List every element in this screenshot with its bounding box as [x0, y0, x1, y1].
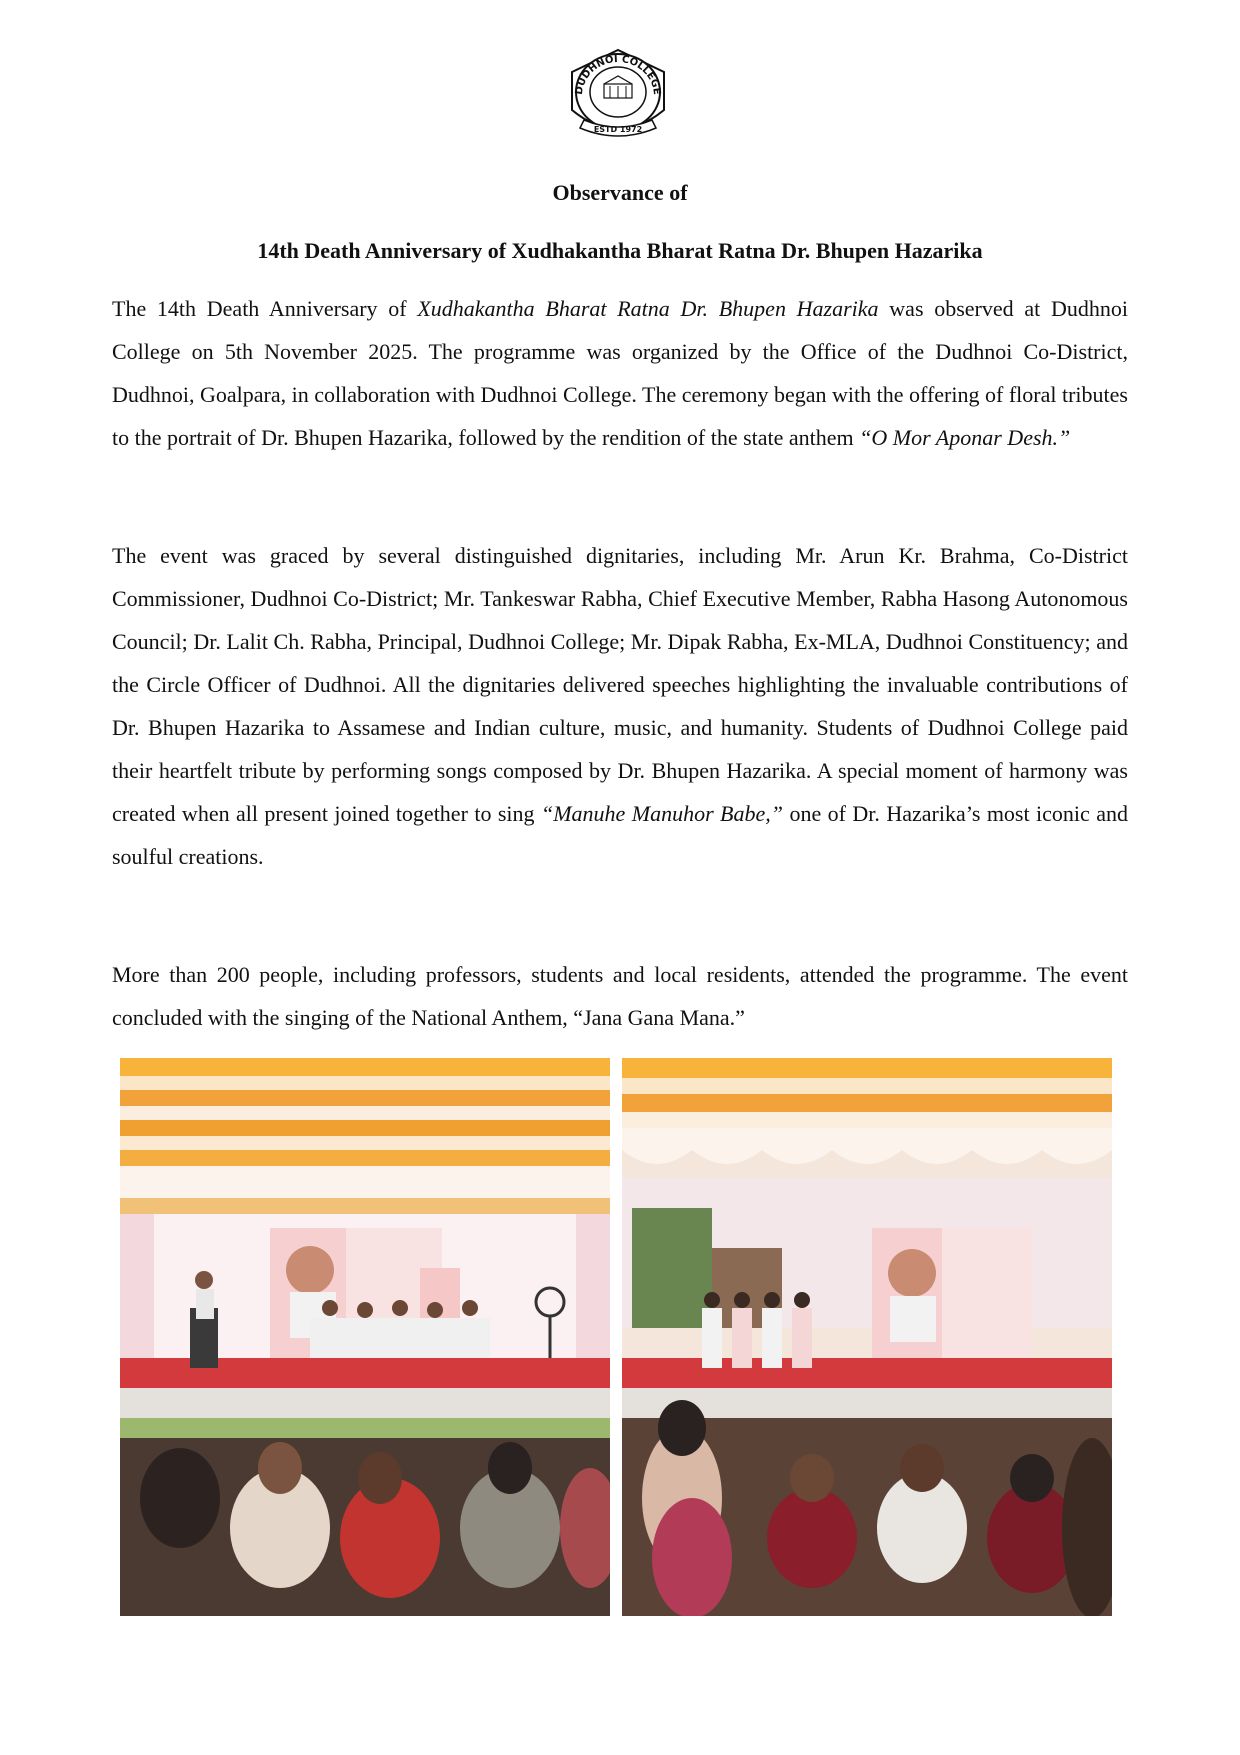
photo-speaker-image [120, 1058, 610, 1616]
event-photo-performance [622, 1058, 1112, 1616]
photo-performance-image [622, 1058, 1112, 1616]
heading-line-1: Observance of [552, 180, 688, 205]
logo-ring-text: DUDHNOI COLLEGE [573, 53, 663, 96]
p2-text-1: The event was graced by several distinguished dignitaries, including Mr. Arun Kr. Brahma, Co-District Commissioner, Dudhnoi Co-District; Mr. Tankeswar Rabha, Chief Executive Member, Rabha Hasong Autonomous Council; Dr. Lalit Ch. Rabha, Principal, Dudhnoi College; Mr. Dipak Rabha, Ex-MLA, Dudhnoi Constituency; and the Circle Officer of Dudhnoi. All the dignitaries delivered speeches highlighting the invaluable contributions of Dr. Bhupen Hazarika to Assamese and Indian culture, music, and humanity. Students of Dudhnoi College paid their heartfelt tribute by performing songs composed by Dr. Bhupen Hazarika. A special moment of harmony was created when all present joined together to sing [112, 543, 1128, 826]
p2-italic-1: “Manuhe Manuhor Babe,” [540, 801, 784, 826]
paragraph-1 [112, 287, 1128, 459]
event-photo-speaker [120, 1058, 610, 1616]
college-emblem-icon [560, 44, 676, 148]
paragraph-3 [112, 953, 1128, 1039]
p3-text-1: More than 200 people, including professors, students and local residents, attended the programme. The event concluded with the singing of the National Anthem, “Jana Gana Mana.” [112, 962, 1128, 1030]
college-logo [560, 44, 676, 148]
p1-text-2: was observed at Dudhnoi College on 5th November 2025. The programme was organized by the Office of the Dudhnoi Co-District, Dudhnoi, Goalpara, in collaboration with Dudhnoi College. The ceremony began with the offering of floral tributes to the portrait of Dr. Bhupen Hazarika, followed by the rendition of the state anthem [112, 296, 1128, 450]
paragraph-2 [112, 534, 1128, 878]
logo-estd-text: ESTD 1972 [593, 125, 643, 134]
p2-text-2: one of Dr. Hazarika’s most iconic and soulful creations. [112, 801, 1128, 869]
p1-text-1: The 14th Death Anniversary of [112, 296, 418, 321]
p1-italic-1: Xudhakantha Bharat Ratna Dr. Bhupen Hazarika [417, 296, 879, 321]
p1-italic-2: “O Mor Aponar Desh.” [859, 425, 1071, 450]
heading-line-2: 14th Death Anniversary of Xudhakantha Bharat Ratna Dr. Bhupen Hazarika [257, 238, 983, 263]
